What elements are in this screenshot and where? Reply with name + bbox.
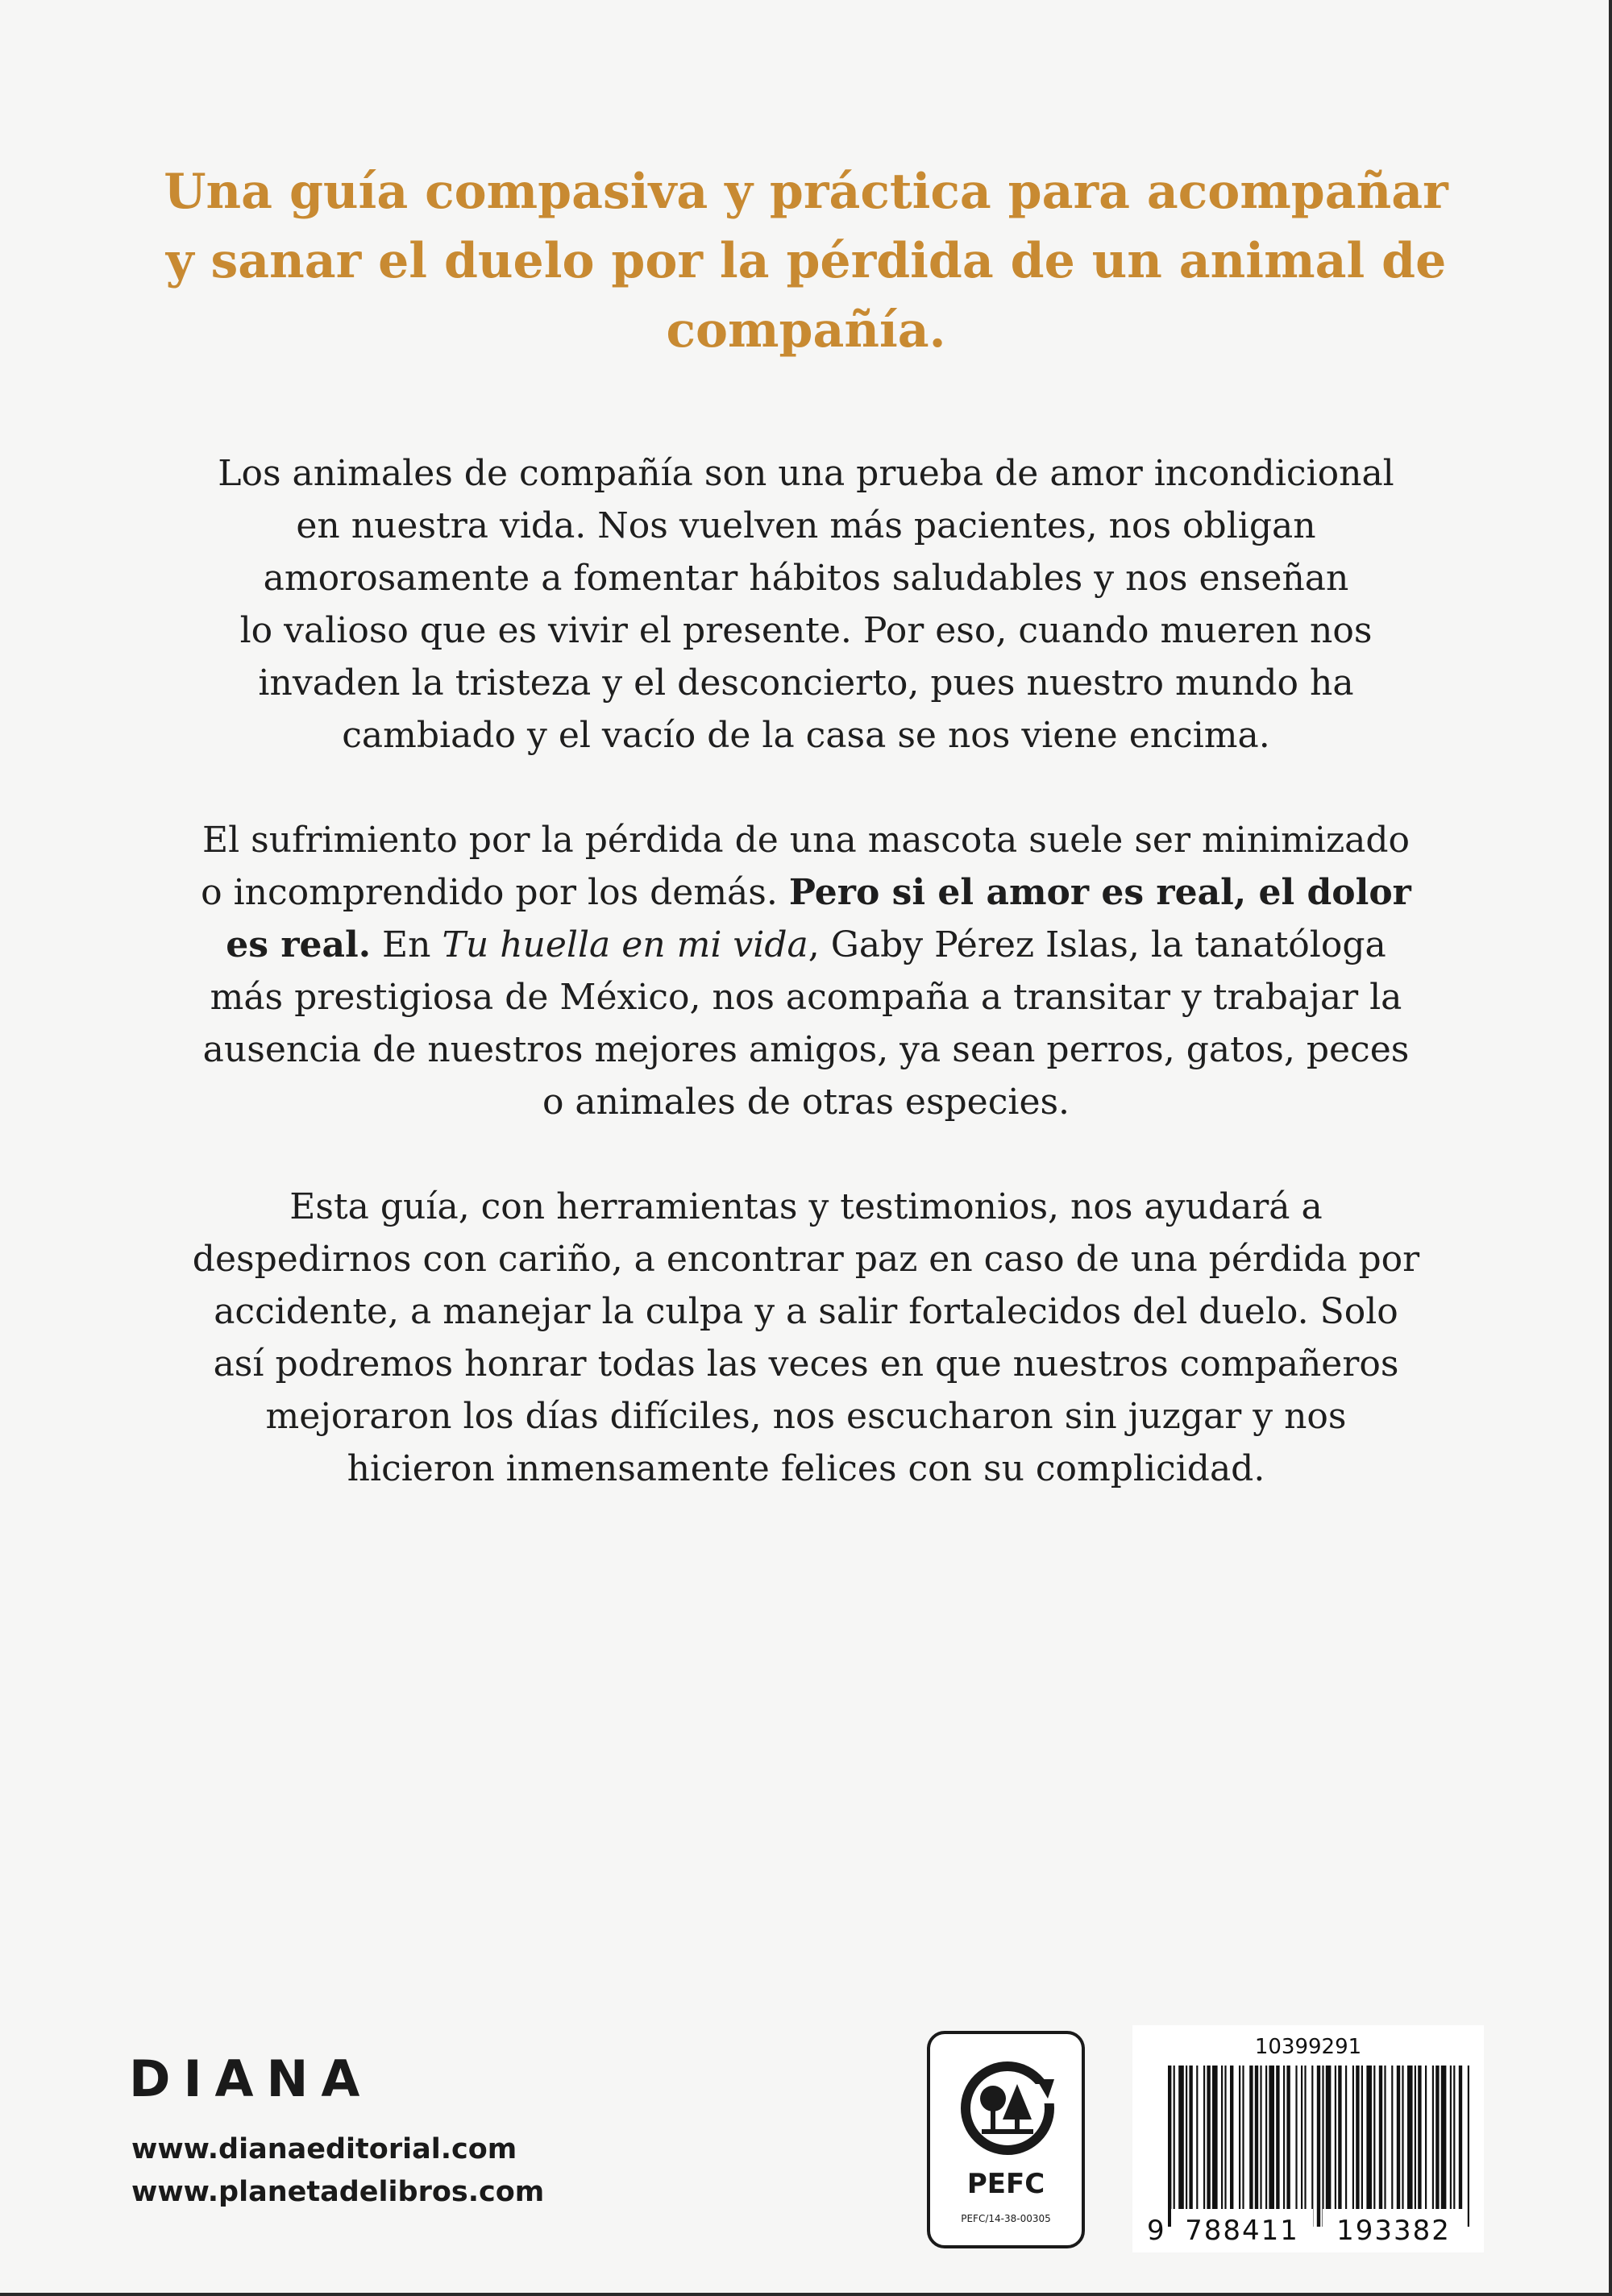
pefc-tree-icon xyxy=(958,2052,1057,2165)
emphasis-text: es real. xyxy=(226,924,372,965)
barcode-bar xyxy=(1468,2066,1469,2227)
barcode-bar xyxy=(1265,2066,1267,2209)
barcode-bar xyxy=(1432,2066,1434,2209)
paragraph-line: más prestigiosa de México, nos acompaña a transitar y trabajar la xyxy=(210,977,1402,1018)
isbn-left-group: 788411 xyxy=(1185,2215,1299,2247)
publisher-logo: DIANA xyxy=(129,2049,373,2108)
barcode-bar xyxy=(1397,2066,1400,2209)
publisher-url-diana[interactable]: www.dianaeditorial.com xyxy=(131,2133,517,2165)
paragraph-guide xyxy=(141,1181,1471,1495)
paragraph-line: amorosamente a fomentar hábitos saludables y nos enseñan xyxy=(263,558,1349,599)
paragraph-line: accidente, a manejar la culpa y a salir fortalecidos del duelo. Solo xyxy=(214,1291,1398,1332)
barcode-bars xyxy=(1132,2066,1484,2248)
pefc-certification xyxy=(927,2031,1085,2248)
paragraph-line: ausencia de nuestros mejores amigos, ya sean perros, gatos, peces xyxy=(202,1029,1410,1070)
paragraph-line: hicieron inmensamente felices con su complicidad. xyxy=(347,1448,1265,1489)
barcode-bar xyxy=(1207,2066,1210,2209)
emphasis-text: Pero si el amor es real, el dolor xyxy=(788,872,1411,913)
barcode-bar xyxy=(1189,2066,1192,2209)
barcode-bar xyxy=(1435,2066,1439,2209)
barcode-bar xyxy=(1230,2066,1233,2209)
barcode-bar xyxy=(1239,2066,1240,2209)
barcode-bar xyxy=(1304,2066,1306,2209)
paragraph-line: cambiado y el vacío de la casa se nos viene encima. xyxy=(342,715,1270,756)
barcode-bar xyxy=(1203,2066,1205,2209)
barcode-bar xyxy=(1361,2066,1363,2209)
pefc-code: PEFC/14-38-00305 xyxy=(961,2213,1051,2224)
paragraph-line: lo valioso que es vivir el presente. Por eso, cuando mueren nos xyxy=(239,610,1373,651)
barcode-bar xyxy=(1384,2066,1386,2209)
barcode-bar xyxy=(1286,2066,1290,2209)
barcode-bar xyxy=(1402,2066,1403,2209)
paragraph-intro xyxy=(141,447,1471,762)
barcode-bar xyxy=(1322,2066,1323,2227)
barcode-bar xyxy=(1174,2066,1175,2227)
barcode-bar xyxy=(1301,2066,1302,2209)
paragraph-line: , Gaby Pérez Islas, la tanatóloga xyxy=(808,924,1386,965)
barcode-bar xyxy=(1311,2066,1313,2227)
paragraph-line: despedirnos con cariño, a encontrar paz en caso de una pérdida por xyxy=(192,1239,1420,1280)
barcode-bar xyxy=(1224,2066,1226,2209)
barcode-bar xyxy=(1276,2066,1279,2209)
paragraph-line: o incomprendido por los demás. xyxy=(201,872,778,913)
paragraph-line: en nuestra vida. Nos vuelven más pacientes, nos obligan xyxy=(296,505,1316,546)
book-title: Tu huella en mi vida xyxy=(442,924,808,965)
paragraph-line: El sufrimiento por la pérdida de una mascota suele ser minimizado xyxy=(202,820,1410,861)
paragraph-line: En xyxy=(382,924,431,965)
barcode-bar xyxy=(1453,2066,1455,2209)
paragraph-line: Los animales de compañía son una prueba de amor incondicional xyxy=(218,453,1394,494)
barcode-bar xyxy=(1415,2066,1416,2209)
barcode-bar xyxy=(1391,2066,1393,2209)
barcode-bar xyxy=(1373,2066,1375,2209)
barcode-bar xyxy=(1186,2066,1187,2209)
barcode-bar xyxy=(1295,2066,1297,2209)
paragraph-line: Esta guía, con herramientas y testimonios, nos ayudará a xyxy=(289,1186,1323,1227)
barcode-bar xyxy=(1326,2066,1332,2209)
barcode-bar xyxy=(1450,2066,1452,2209)
barcode-bar xyxy=(1317,2066,1320,2227)
barcode-bar xyxy=(1260,2066,1261,2209)
barcode-bar xyxy=(1379,2066,1382,2209)
barcode-bar xyxy=(1338,2066,1341,2209)
paragraph-line: así podremos honrar todas las veces en que nuestros compañeros xyxy=(213,1343,1399,1385)
barcode-bar xyxy=(1345,2066,1347,2209)
barcode-bar xyxy=(1418,2066,1421,2209)
publisher-url-planeta[interactable]: www.planetadelibros.com xyxy=(131,2176,545,2208)
barcode-bar xyxy=(1352,2066,1354,2209)
paragraph-line: o animales de otras especies. xyxy=(542,1082,1070,1123)
paragraph-line: invaden la tristeza y el desconcierto, pues nuestro mundo ha xyxy=(258,662,1354,704)
barcode-bars-group xyxy=(1168,2066,1469,2227)
isbn-right-group: 193382 xyxy=(1336,2215,1451,2247)
barcode-bar xyxy=(1221,2066,1223,2209)
barcode-bar xyxy=(1249,2066,1253,2209)
barcode-bar xyxy=(1255,2066,1258,2209)
barcode-bar xyxy=(1212,2066,1218,2209)
barcode-bar xyxy=(1178,2066,1184,2209)
barcode-reference-number: 10399291 xyxy=(1254,2035,1362,2059)
barcode-bar xyxy=(1335,2066,1336,2209)
barcode-bar xyxy=(1196,2066,1198,2209)
isbn-first-digit: 9 xyxy=(1147,2215,1165,2247)
barcode xyxy=(1132,2025,1484,2252)
barcode-bar xyxy=(1269,2066,1274,2209)
barcode-bar xyxy=(1242,2066,1244,2209)
barcode-bar xyxy=(1168,2066,1171,2227)
barcode-bar xyxy=(1407,2066,1413,2209)
barcode-bar xyxy=(1366,2066,1372,2209)
barcode-bar xyxy=(1356,2066,1359,2209)
barcode-bar xyxy=(1283,2066,1285,2209)
paragraph-line: mejoraron los días difíciles, nos escucharon sin juzgar y nos xyxy=(265,1396,1347,1437)
barcode-bar xyxy=(1425,2066,1427,2209)
pefc-label: PEFC xyxy=(966,2168,1045,2200)
paragraph-loss xyxy=(141,814,1471,1128)
barcode-bar xyxy=(1441,2066,1447,2209)
barcode-bar xyxy=(1459,2066,1462,2227)
tagline: Una guía compasiva y práctica para acompañar y sanar el duelo por la pérdida de un animal de compañía. xyxy=(164,164,1448,359)
